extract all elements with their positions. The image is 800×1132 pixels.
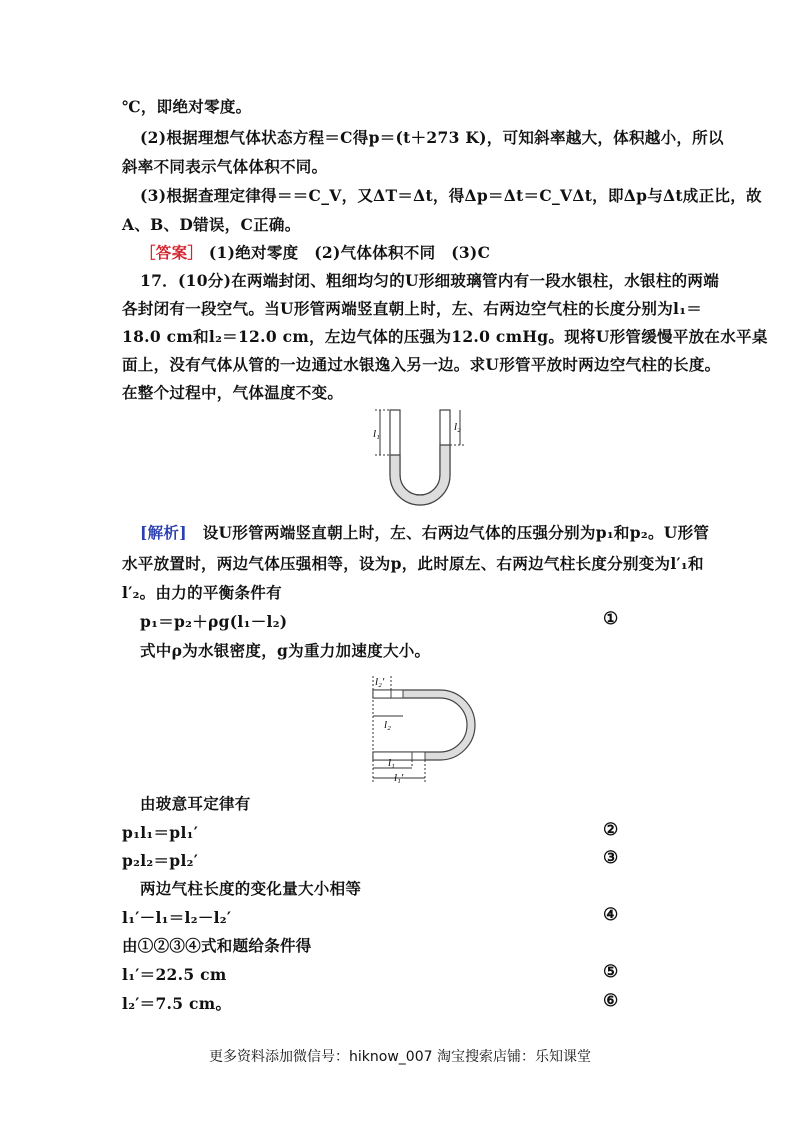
u-tube-vertical-figure [360,405,480,520]
question-line: 17．(10分)在两端封闭、粗细均匀的U形细玻璃管内有一段水银柱，水银柱的两端 [140,271,720,290]
analysis-line: 由玻意耳定律有 [140,794,251,813]
marker-2: ② [603,820,619,840]
answer-line [140,241,490,263]
text-line: 斜率不同表示气体体积不同。 [122,157,328,176]
equation-2: p₁l₁＝pl₁′ [122,823,199,842]
answer-text: (1)绝对零度 (2)气体体积不同 (3)C [208,243,491,262]
analysis-tag: [解析] [140,523,187,542]
equation-3: p₂l₂＝pl₂′ [122,851,199,870]
marker-1: ① [603,609,619,629]
footer-note: 更多资料添加微信号：hiknow_007 淘宝搜索店铺：乐知课堂 [209,1049,591,1065]
analysis-line: 式中ρ为水银密度，g为重力加速度大小。 [140,641,431,660]
text-line: ℃，即绝对零度。 [122,97,252,116]
answer-tag: ［答案］ [140,243,204,262]
marker-6: ⑥ [603,991,619,1011]
label-l1: l₁ [373,428,380,440]
text-line: (2)根据理想气体状态方程＝C得p＝(t＋273 K)，可知斜率越大，体积越小，所以 [140,128,724,147]
equation-5: l₁′＝22.5 cm [122,965,227,984]
analysis-line: 由①②③④式和题给条件得 [122,936,312,955]
label-l2-prime: l₂′ [375,676,385,688]
text-line: A、B、D错误，C正确。 [122,215,301,234]
question-line: 18.0 cm和l₂＝12.0 cm，左边气体的压强为12.0 cmHg。现将U形管缓慢平放在水平桌 [122,327,768,346]
analysis-line [140,521,709,543]
equation-4: l₁′－l₁＝l₂－l₂′ [122,908,232,927]
marker-5: ⑤ [603,962,619,982]
analysis-text: 设U形管两端竖直朝上时，左、右两边气体的压强分别为p₁和p₂。U形管 [202,523,710,542]
question-line: 各封闭有一段空气。当U形管两端竖直朝上时，左、右两边空气柱的长度分别为l₁＝ [122,299,703,318]
question-line: 在整个过程中，气体温度不变。 [122,383,344,402]
question-line: 面上，没有气体从管的一边通过水银逸入另一边。求U形管平放时两边空气柱的长度。 [122,355,721,374]
analysis-line: 两边气柱长度的变化量大小相等 [140,879,362,898]
analysis-line: 水平放置时，两边气体压强相等，设为p，此时原左、右两边气柱长度分别变为l′₁和 [122,554,704,573]
equation-1: p₁＝p₂＋ρg(l₁－l₂) [140,612,288,631]
analysis-line: l′₂。由力的平衡条件有 [122,583,282,602]
label-l1: l₁ [388,757,395,769]
marker-3: ③ [603,848,619,868]
marker-4: ④ [603,905,619,925]
label-l1-prime: l₁′ [394,772,404,784]
equation-6: l₂′＝7.5 cm。 [122,994,232,1013]
label-l2: l₂ [384,719,391,731]
text-line: (3)根据查理定律得＝＝C_V，又ΔT＝Δt，得Δp＝Δt＝C_VΔt，即Δp与Δt成正比，故 [140,186,762,205]
label-l2: l₂ [454,421,461,433]
u-tube-horizontal-figure [360,668,490,788]
